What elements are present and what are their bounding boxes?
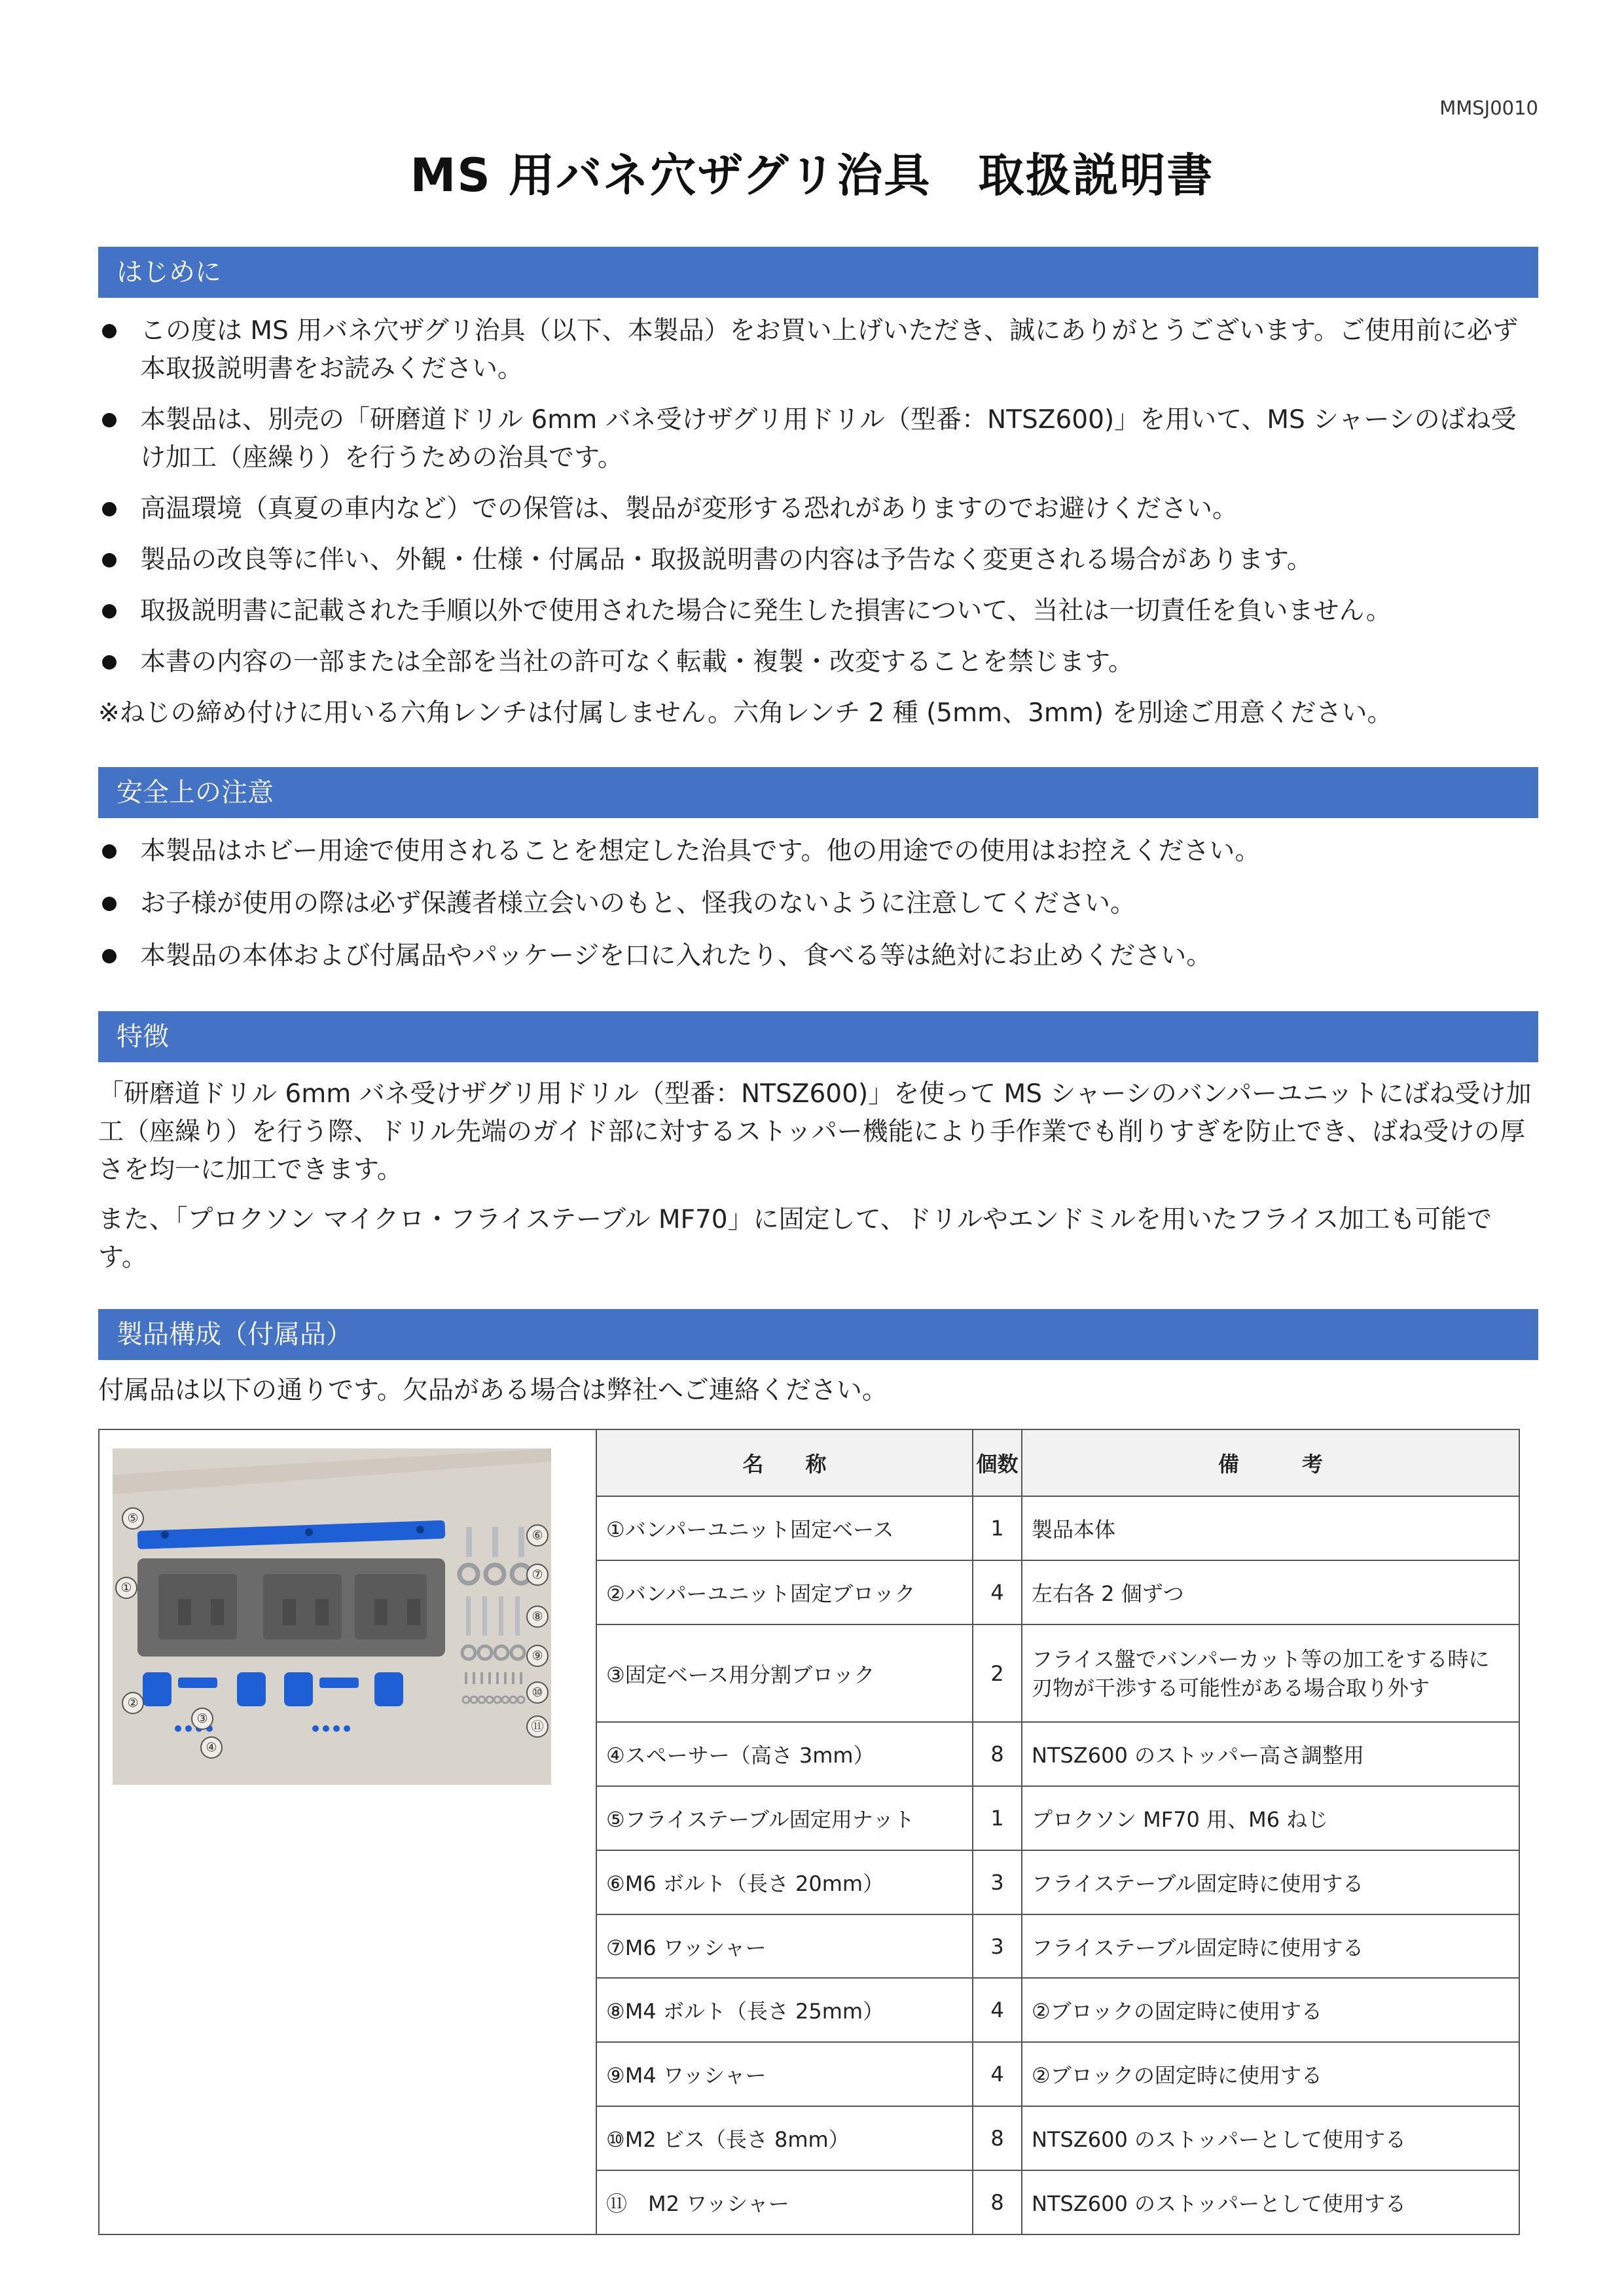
features-section <box>98 1011 1538 1277</box>
intro-section <box>98 247 1538 732</box>
list-item: お子様が使用の際は必ず保護者様立会いのもと、怪我のないように注意してください。 <box>98 885 1538 923</box>
product-photo <box>113 1448 551 1785</box>
label-2: ② <box>122 1692 144 1714</box>
part-note: フライステーブル固定時に使用する <box>1022 1850 1519 1914</box>
bullet-icon <box>102 502 117 516</box>
features-paragraph: また、「プロクソン マイクロ・フライステーブル MF70」に固定して、ドリルやエンドミルを用いたフライス加工も可能です。 <box>98 1205 1492 1272</box>
part-qty: 4 <box>973 1978 1022 2042</box>
label-3: ③ <box>191 1708 213 1730</box>
part-qty: 4 <box>973 1560 1022 1624</box>
contents-intro: 付属品は以下の通りです。欠品がある場合は弊社へご連絡ください。 <box>98 1376 888 1405</box>
part-name: ④スペーサー（高さ 3mm） <box>596 1722 973 1786</box>
label-7: ⑦ <box>526 1564 549 1586</box>
contents-heading: 製品構成（付属品） <box>98 1309 1538 1360</box>
part-note: プロクソン MF70 用、M6 ねじ <box>1022 1786 1519 1850</box>
list-item: 製品の改良等に伴い、外観・仕様・付属品・取扱説明書の内容は予告なく変更される場合があります。 <box>98 541 1538 579</box>
bullet-icon <box>102 553 117 567</box>
table-header-row <box>99 1429 1519 1496</box>
part-qty: 8 <box>973 2106 1022 2170</box>
part-qty: 1 <box>973 1786 1022 1850</box>
label-1: ① <box>115 1577 137 1599</box>
part-name: ⑨M4 ワッシャー <box>596 2042 973 2106</box>
part-note: フライステーブル固定時に使用する <box>1022 1914 1519 1979</box>
intro-heading: はじめに <box>98 247 1538 298</box>
part-qty: 8 <box>973 1722 1022 1786</box>
part-note: ②ブロックの固定時に使用する <box>1022 2042 1519 2106</box>
list-item: 本製品はホビー用途で使用されることを想定した治具です。他の用途での使用はお控えください。 <box>98 833 1538 870</box>
part-name: ⑧M4 ボルト（長さ 25mm） <box>596 1978 973 2042</box>
parts-table <box>98 1429 1520 2235</box>
part-name: ⑥M6 ボルト（長さ 20mm） <box>596 1850 973 1914</box>
part-name: ①バンパーユニット固定ベース <box>596 1496 973 1560</box>
list-item: 取扱説明書に記載された手順以外で使用された場合に発生した損害について、当社は一切責任を負いません。 <box>98 592 1538 630</box>
list-item: 高温環境（真夏の車内など）での保管は、製品が変形する恐れがありますのでお避けください。 <box>98 490 1538 528</box>
label-11: ⑪ <box>526 1715 549 1738</box>
part-qty: 3 <box>973 1914 1022 1979</box>
part-note: NTSZ600 のストッパーとして使用する <box>1022 2170 1519 2234</box>
features-heading: 特徴 <box>98 1011 1538 1062</box>
features-paragraph: 「研磨道ドリル 6mm バネ受けザグリ用ドリル（型番：NTSZ600)」を使って MS シャーシのバンパーユニットにばね受け加工（座繰り）を行う際、ドリル先端のガイド部に対するストッパー機能により手作業でも削りすぎを防止でき、ばね受けの厚さを均一に加工できます。 <box>98 1079 1532 1185</box>
part-qty: 3 <box>973 1850 1022 1914</box>
list-item: 本書の内容の一部または全部を当社の許可なく転載・複製・改変することを禁じます。 <box>98 643 1538 681</box>
column-header-note: 備 考 <box>1022 1429 1519 1496</box>
parts-illustration <box>113 1448 551 1785</box>
safety-heading: 安全上の注意 <box>98 767 1538 818</box>
column-header-name: 名 称 <box>596 1429 973 1496</box>
part-note: 製品本体 <box>1022 1496 1519 1560</box>
label-9: ⑨ <box>526 1645 549 1667</box>
safety-bullet-list <box>98 833 1538 975</box>
label-5: ⑤ <box>122 1507 144 1530</box>
part-qty: 4 <box>973 2042 1022 2106</box>
column-header-qty: 個数 <box>973 1429 1022 1496</box>
intro-note: ※ねじの締め付けに用いる六角レンチは付属しません。六角レンチ 2 種 (5mm、3mm) を別途ご用意ください。 <box>98 698 1393 728</box>
part-note: NTSZ600 のストッパーとして使用する <box>1022 2106 1519 2170</box>
label-10: ⑩ <box>526 1681 549 1704</box>
list-item: 本製品の本体および付属品やパッケージを口に入れたり、食べる等は絶対にお止めください。 <box>98 937 1538 975</box>
part-name: ③固定ベース用分割ブロック <box>596 1624 973 1722</box>
intro-bullet-list <box>98 312 1538 681</box>
bullet-icon <box>102 604 117 619</box>
list-item: この度は MS 用バネ穴ザグリ治具（以下、本製品）をお買い上げいただき、誠にありがとうございます。ご使用前に必ず本取扱説明書をお読みください。 <box>98 312 1538 388</box>
label-4: ④ <box>200 1736 223 1759</box>
bullet-icon <box>102 655 117 670</box>
bullet-icon <box>102 413 117 427</box>
part-name: ⑤フライステーブル固定用ナット <box>596 1786 973 1850</box>
part-note: NTSZ600 のストッパー高さ調整用 <box>1022 1722 1519 1786</box>
safety-section <box>98 767 1538 975</box>
part-note: ②ブロックの固定時に使用する <box>1022 1978 1519 2042</box>
page-title: MS 用バネ穴ザグリ治具 取扱説明書 <box>410 149 1214 202</box>
part-note: 左右各 2 個ずつ <box>1022 1560 1519 1624</box>
part-qty: 2 <box>973 1624 1022 1722</box>
part-qty: 8 <box>973 2170 1022 2234</box>
contents-section <box>98 1309 1538 1410</box>
part-name: ②バンパーユニット固定ブロック <box>596 1560 973 1624</box>
bullet-icon <box>102 949 117 963</box>
bullet-icon <box>102 897 117 911</box>
part-name: ⑩M2 ビス（長さ 8mm） <box>596 2106 973 2170</box>
part-note: フライス盤でバンパーカット等の加工をする時に刃物が干渉する可能性がある場合取り外す <box>1022 1624 1519 1722</box>
part-qty: 1 <box>973 1496 1022 1560</box>
bullet-icon <box>102 324 117 338</box>
document-number: MMSJ0010 <box>1439 97 1538 119</box>
part-name: ⑦M6 ワッシャー <box>596 1914 973 1979</box>
list-item: 本製品は、別売の「研磨道ドリル 6mm バネ受けザグリ用ドリル（型番：NTSZ600)」を用いて、MS シャーシのばね受け加工（座繰り）を行うための治具です。 <box>98 401 1538 477</box>
part-name: ⑪ M2 ワッシャー <box>596 2170 973 2234</box>
bullet-icon <box>102 844 117 859</box>
label-8: ⑧ <box>526 1605 549 1628</box>
label-6: ⑥ <box>526 1524 549 1547</box>
photo-cell <box>99 1429 596 2234</box>
